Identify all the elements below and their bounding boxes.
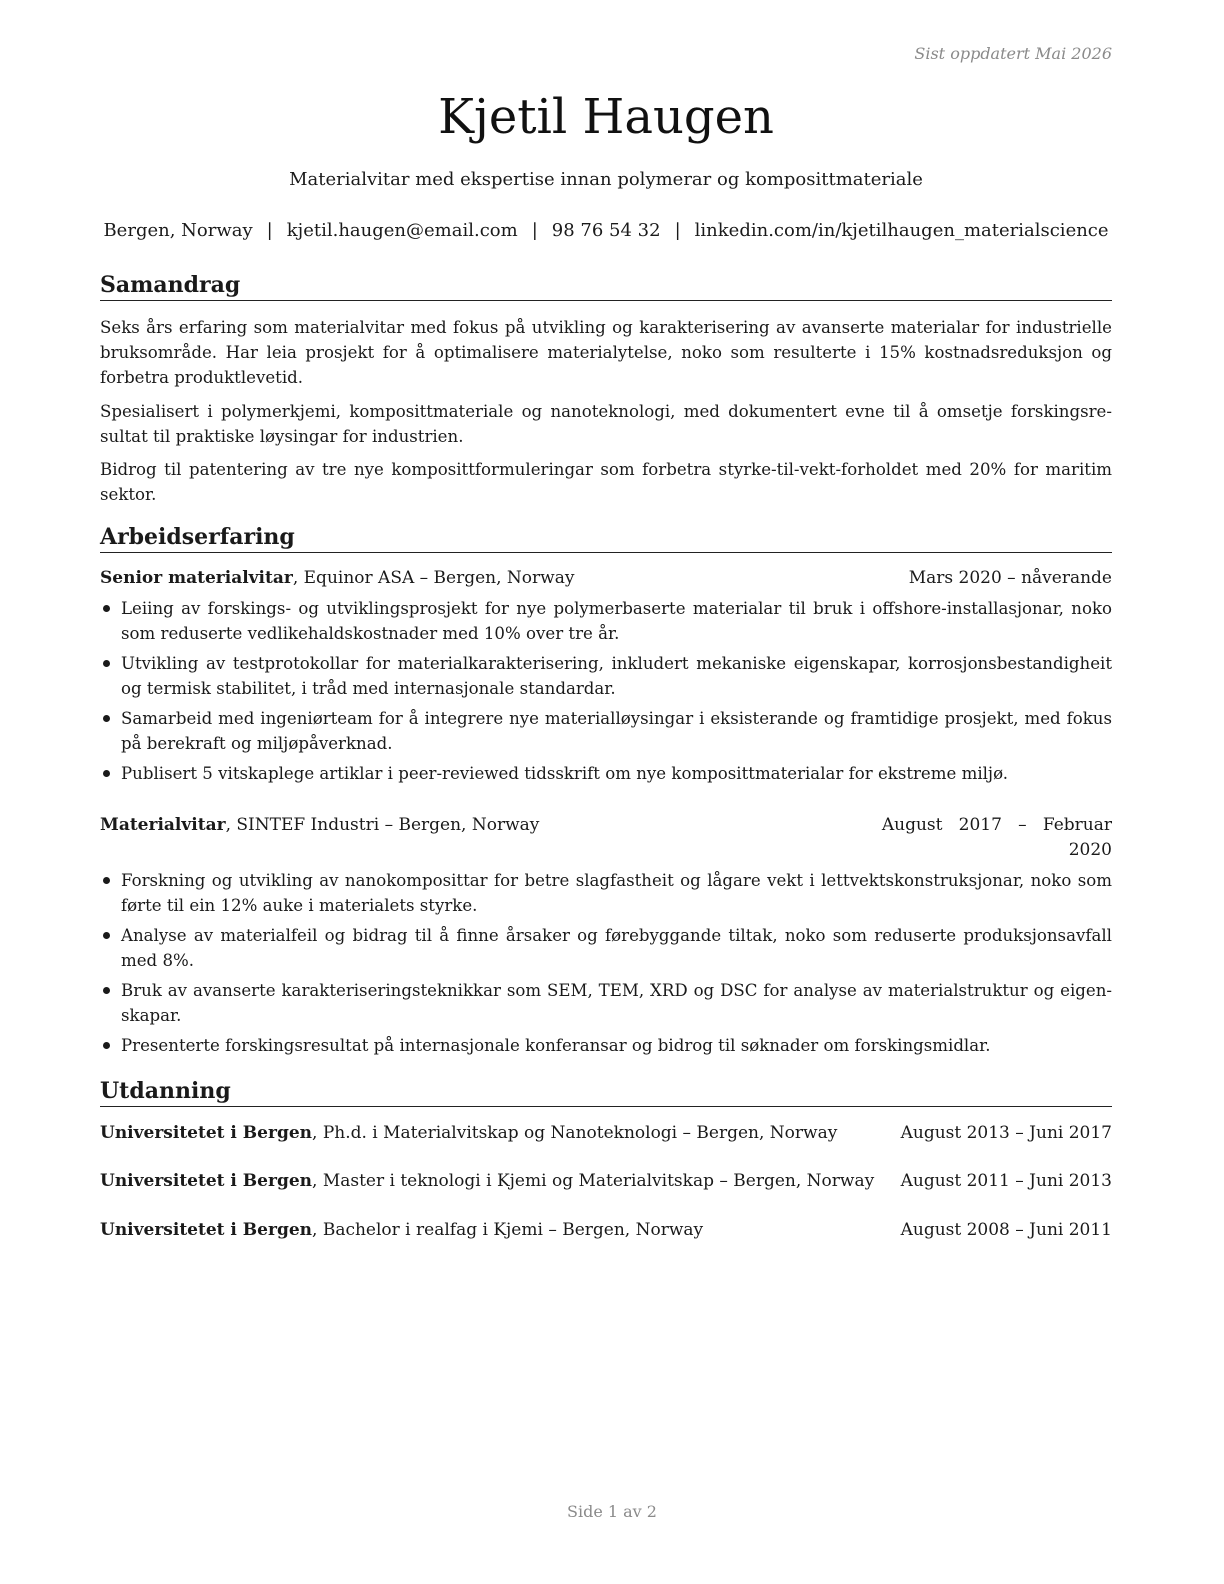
candidate-name: Kjetil Haugen (438, 89, 774, 145)
section-title-experience: Arbeidserfaring (100, 523, 1112, 553)
summary-paragraph: Bidrog til patentering av tre nye komposittformuleringar som forbetra styrke-til-vekt-forholdet med 20% for maritim sektor. (100, 460, 1112, 504)
list-item: Analyse av materialfeil og bidrag til å finne årsaker og førebyggande tiltak, noko som reduserte produksjonsavfall med 8%. (100, 923, 1112, 973)
list-item: Utvikling av testprotokollar for materialkarakterisering, inkludert mekaniske eigenskapar, korrosjonsbestandigheit og termisk stabilitet, i tråd med internasjonale standardar. (100, 651, 1112, 701)
education-date: August 2011 – Juni 2013 (900, 1171, 1112, 1191)
job-org: , SINTEF Industri – Bergen, Norway (225, 815, 540, 835)
contact-phone: 98 76 54 32 (551, 220, 661, 241)
contact-location: Bergen, Norway (103, 220, 253, 241)
education-item (100, 1169, 1112, 1194)
education-school: Universitetet i Bergen (100, 1171, 313, 1191)
list-item: Leiing av forskings- og utviklingsprosjekt for nye polymerbaserte materialar til bruk i offshore-installasjonar, noko som reduserte vedlikehaldskostnader med 10% over tre år. (100, 596, 1112, 646)
contact-email[interactable]: kjetil.haugen@email.com (286, 220, 518, 241)
job-role: Materialvitar (100, 815, 226, 835)
education-item (100, 1121, 1112, 1146)
list-item: Samarbeid med ingeniørteam for å integrere nye materialløysingar i eksisterande og framtidige prosjekt, med fokus på berekraft og miljøpåverknad. (100, 706, 1112, 756)
education-detail: , Master i teknologi i Kjemi og Materialvitskap – Bergen, Norway (312, 1171, 875, 1191)
job-bullets (100, 596, 1112, 791)
education-date: August 2013 – Juni 2017 (900, 1123, 1112, 1143)
summary-paragraph: Spesialisert i polymerkjemi, komposittmateriale og nanoteknologi, med dokumentert evne til å omsetje forskingsresultat til praktiske løysingar for industrien. (100, 402, 1112, 446)
job-date-continued: 2020 (1068, 840, 1112, 860)
education-date: August 2008 – Juni 2011 (900, 1220, 1112, 1240)
last-updated: Sist oppdatert Mai 2026 (914, 44, 1112, 63)
list-item: Publisert 5 vitskaplege artiklar i peer-reviewed tidsskrift om nye komposittmaterialar for ekstreme miljø. (100, 761, 1112, 786)
section-title-summary: Samandrag (100, 271, 1112, 301)
job-header (100, 566, 1112, 591)
job-header (100, 813, 1112, 860)
job-date: August 2017 – Februar (881, 815, 1112, 835)
list-item: Forskning og utvikling av nanokomposittar for betre slagfastheit og lågare vekt i lettvektskonstruksjonar, noko som førte til ein 12% auke i materialets styrke. (100, 868, 1112, 918)
section-title-education: Utdanning (100, 1077, 1112, 1107)
education-detail: , Ph.d. i Materialvitskap og Nanoteknologi – Bergen, Norway (312, 1123, 838, 1143)
list-item: Presenterte forskingsresultat på internasjonale konferansar og bidrog til søknader om forskingsmidlar. (100, 1033, 1112, 1058)
education-detail: , Bachelor i realfag i Kjemi – Bergen, Norway (312, 1220, 704, 1240)
list-item: Bruk av avanserte karakteriseringsteknikkar som SEM, TEM, XRD og DSC for analyse av materialstruktur og eigenskapar. (100, 978, 1112, 1028)
contact-linkedin[interactable]: linkedin.com/in/kjetilhaugen_materialscience (694, 220, 1109, 241)
education-school: Universitetet i Bergen (100, 1123, 313, 1143)
contact-line (100, 219, 1112, 243)
education-item (100, 1218, 1112, 1243)
job-date: Mars 2020 – nåverande (908, 568, 1112, 588)
job-role: Senior materialvitar (100, 568, 293, 588)
job-org: , Equinor ASA – Bergen, Norway (292, 568, 575, 588)
job-bullets (100, 868, 1112, 1063)
summary-paragraph: Seks års erfaring som materialvitar med fokus på utvikling og karakterisering av avanserte materialar for industrielle bruksområde. Har leia prosjekt for å optimalisere materialytelse, noko som resulterte i 15% kostnadsreduksjon og forbetra produktlevetid. (100, 318, 1112, 387)
separator: | (531, 220, 538, 241)
separator: | (674, 220, 681, 241)
education-school: Universitetet i Bergen (100, 1220, 313, 1240)
tagline: Materialvitar med ekspertise innan polymerar og komposittmateriale (289, 169, 923, 190)
page-number: Side 1 av 2 (567, 1502, 657, 1521)
separator: | (266, 220, 273, 241)
